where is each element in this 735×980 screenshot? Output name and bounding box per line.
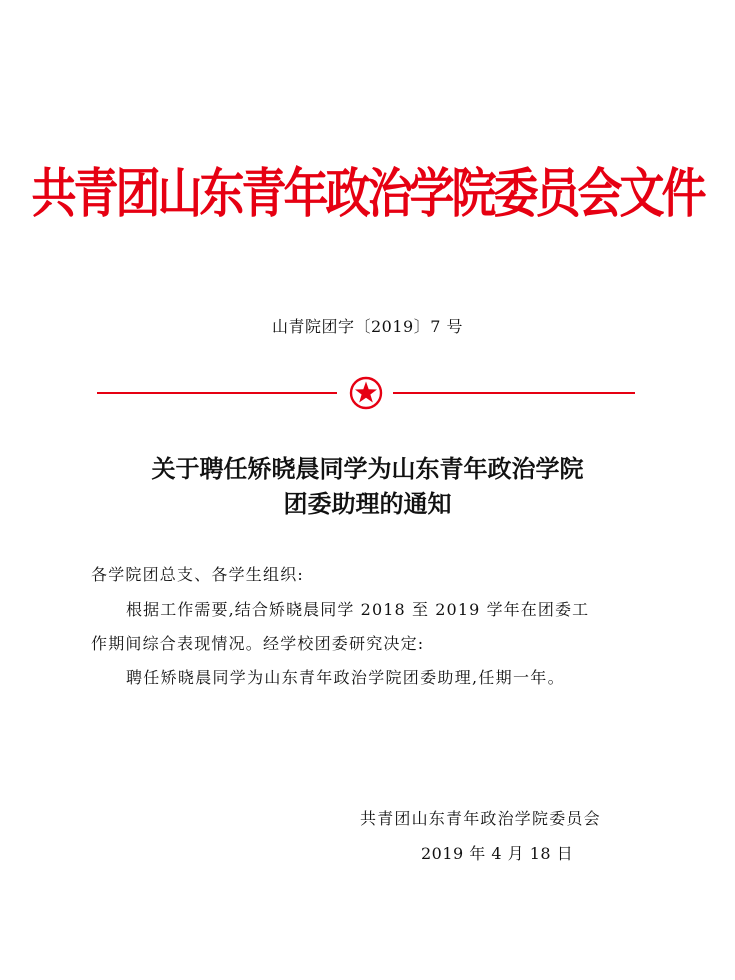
body-paragraph-1-line-1: 根据工作需要,结合矫晓晨同学 2018 至 2019 学年在团委工	[126, 600, 590, 619]
issuer-signature: 共青团山东青年政治学院委员会	[360, 809, 601, 828]
body-paragraph-2: 聘任矫晓晨同学为山东青年政治学院团委助理,任期一年。	[126, 668, 565, 687]
notice-title-line1: 关于聘任矫晓晨同学为山东青年政治学院	[151, 454, 584, 483]
notice-title-line2: 团委助理的通知	[283, 489, 452, 518]
red-star-icon	[349, 376, 383, 410]
salutation: 各学院团总支、各学生组织:	[91, 565, 304, 584]
document-masthead: 共青团山东青年政治学院委员会文件	[31, 161, 704, 225]
issue-date: 2019 年 4 月 18 日	[421, 844, 574, 863]
divider-line-right	[393, 392, 635, 394]
body-paragraph-1-line-2: 作期间综合表现情况。经学校团委研究决定:	[91, 634, 425, 653]
document-number: 山青院团字〔2019〕7 号	[272, 317, 463, 336]
divider-line-left	[97, 392, 337, 394]
